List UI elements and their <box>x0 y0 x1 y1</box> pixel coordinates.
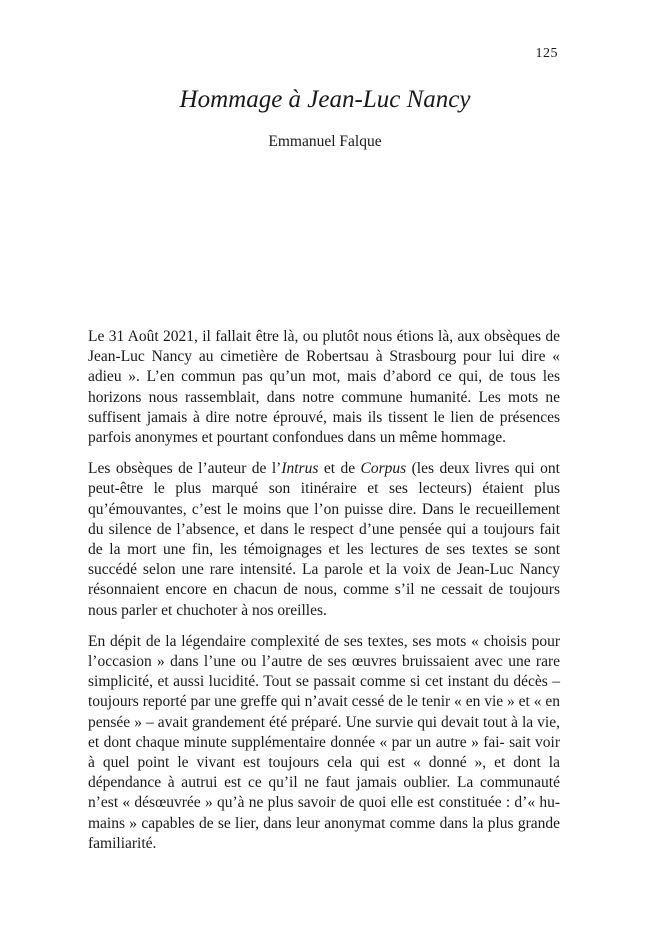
paragraph-2 <box>88 459 560 621</box>
author-name: Emmanuel Falque <box>268 133 382 150</box>
book-title-corpus: Corpus <box>360 460 407 478</box>
paragraph-1 <box>88 327 560 448</box>
paragraph-3 <box>88 632 560 854</box>
paragraph-text: En dépit de la légendaire complexité de ses textes, ses mots « choisis pour l’occasion » dans l’une ou l’autre de ses œuvres bruissaient avec une rare simplicité, et aussi lucidité. Tout se passait comme si cet instant du décès – toujours reporté par une greffe qui n’avait cessé de le tenir « en vie » et « en pensée » – avait grandement été préparé. Une survie qui devait tout à la vie, et dont chaque minute supplémentaire donnée « par un autre » fai- sait voir à quel point le vivant est toujours cela qui est « donné », et dont la dépendance à autrui est ce qu’il ne faut jamais oublier. La communauté n’est « désœuvrée » qu’à ne plus savoir de quoi elle est constituée : d’« hu- mains » capables de se lier, dans leur anonymat comme dans la plus grande familiarité. <box>88 632 560 852</box>
paragraph-text: et de <box>318 460 361 478</box>
article-body <box>88 327 560 865</box>
page-number: 125 <box>535 46 558 61</box>
paragraph-text: Les obsèques de l’auteur de l’ <box>88 460 282 478</box>
paragraph-text: Le 31 Août 2021, il fallait être là, ou plutôt nous étions là, aux obsèques de Jean-Luc Nancy au cimetière de Robertsau à Strasbourg pour lui dire « adieu ». L’en commun pas qu’un mot, mais d’abord ce qui, de tous les horizons nous rassemblait, dans notre commune humanité. Les mots ne suffisent jamais à dire notre éprouvé, mais ils tissent le lien de présences parfois anonymes et pourtant confondues dans un même hommage. <box>88 328 560 447</box>
article-title: Hommage à Jean-Luc Nancy <box>179 86 471 113</box>
book-title-intrus: Intrus <box>281 460 319 478</box>
paragraph-text: (les deux livres qui ont peut-être le plus marqué son itinéraire et ses lecteurs) étaient plus qu’émouvantes, c’est le moins que l’on puisse dire. Dans le recueillement du silence de l’absence, et dans le respect d’une pensée qui a toujours fait de la mort une fin, les témoignages et les lectures de ses textes se sont succédé selon une rare intensité. La parole et la voix de Jean-Luc Nancy résonnaient encore en chacun de nous, comme s’il ne cessait de toujours nous parler et chuchoter à nos oreilles. <box>88 460 560 619</box>
